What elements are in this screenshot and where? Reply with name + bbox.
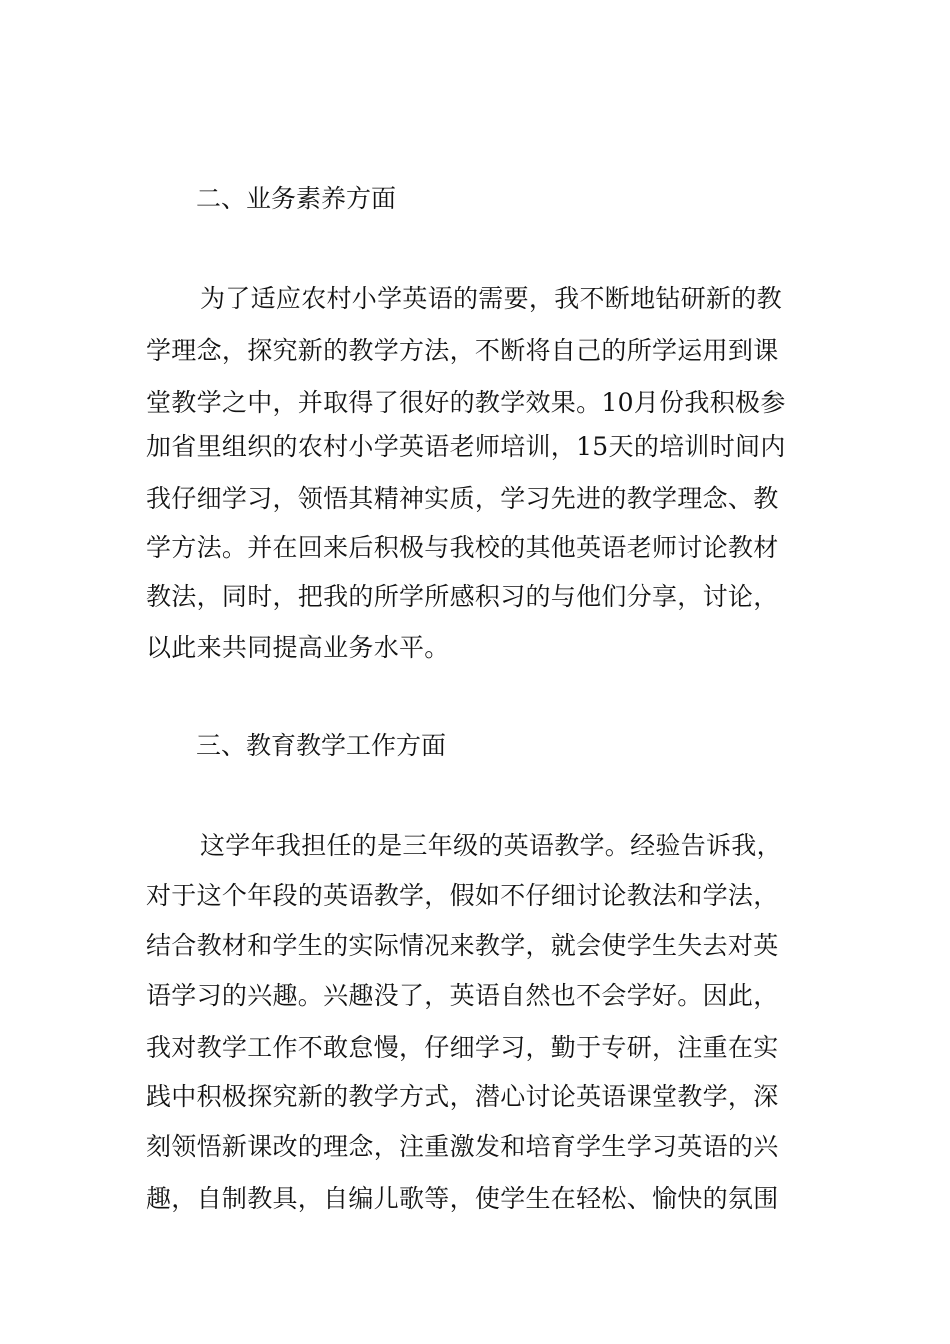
section-heading-2: 二、业务素养方面: [196, 184, 397, 213]
paragraph-line: 为了适应农村小学英语的需要，我不断地钻研新的教: [200, 284, 782, 313]
paragraph-line: 加省里组织的农村小学英语老师培训，15天的培训时间内: [146, 432, 786, 461]
paragraph-line: 学方法。并在回来后积极与我校的其他英语老师讨论教材: [146, 533, 779, 562]
paragraph-line: 对于这个年段的英语教学，假如不仔细讨论教法和学法，: [146, 881, 779, 910]
paragraph-line: 学理念，探究新的教学方法，不断将自己的所学运用到课: [146, 336, 779, 365]
section-heading-3: 三、教育教学工作方面: [196, 731, 447, 760]
paragraph-line: 我对教学工作不敢怠慢，仔细学习，勤于专研，注重在实: [146, 1033, 779, 1062]
paragraph-line: 这学年我担任的是三年级的英语教学。经验告诉我，: [200, 831, 782, 860]
paragraph-line: 刻领悟新课改的理念，注重激发和培育学生学习英语的兴: [146, 1132, 779, 1161]
paragraph-line: 趣，自制教具，自编儿歌等，使学生在轻松、愉快的氛围: [146, 1184, 779, 1213]
paragraph-line: 堂教学之中，并取得了很好的教学效果。10月份我积极参: [146, 388, 786, 417]
paragraph-line: 语学习的兴趣。兴趣没了，英语自然也不会学好。因此，: [146, 981, 779, 1010]
paragraph-line: 我仔细学习，领悟其精神实质，学习先进的教学理念、教: [146, 484, 779, 513]
paragraph-line: 以此来共同提高业务水平。: [146, 633, 450, 662]
paragraph-line: 践中积极探究新的教学方式，潜心讨论英语课堂教学，深: [146, 1082, 779, 1111]
paragraph-line: 结合教材和学生的实际情况来教学，就会使学生失去对英: [146, 931, 779, 960]
paragraph-line: 教法，同时，把我的所学所感积习的与他们分享，讨论，: [146, 582, 779, 611]
